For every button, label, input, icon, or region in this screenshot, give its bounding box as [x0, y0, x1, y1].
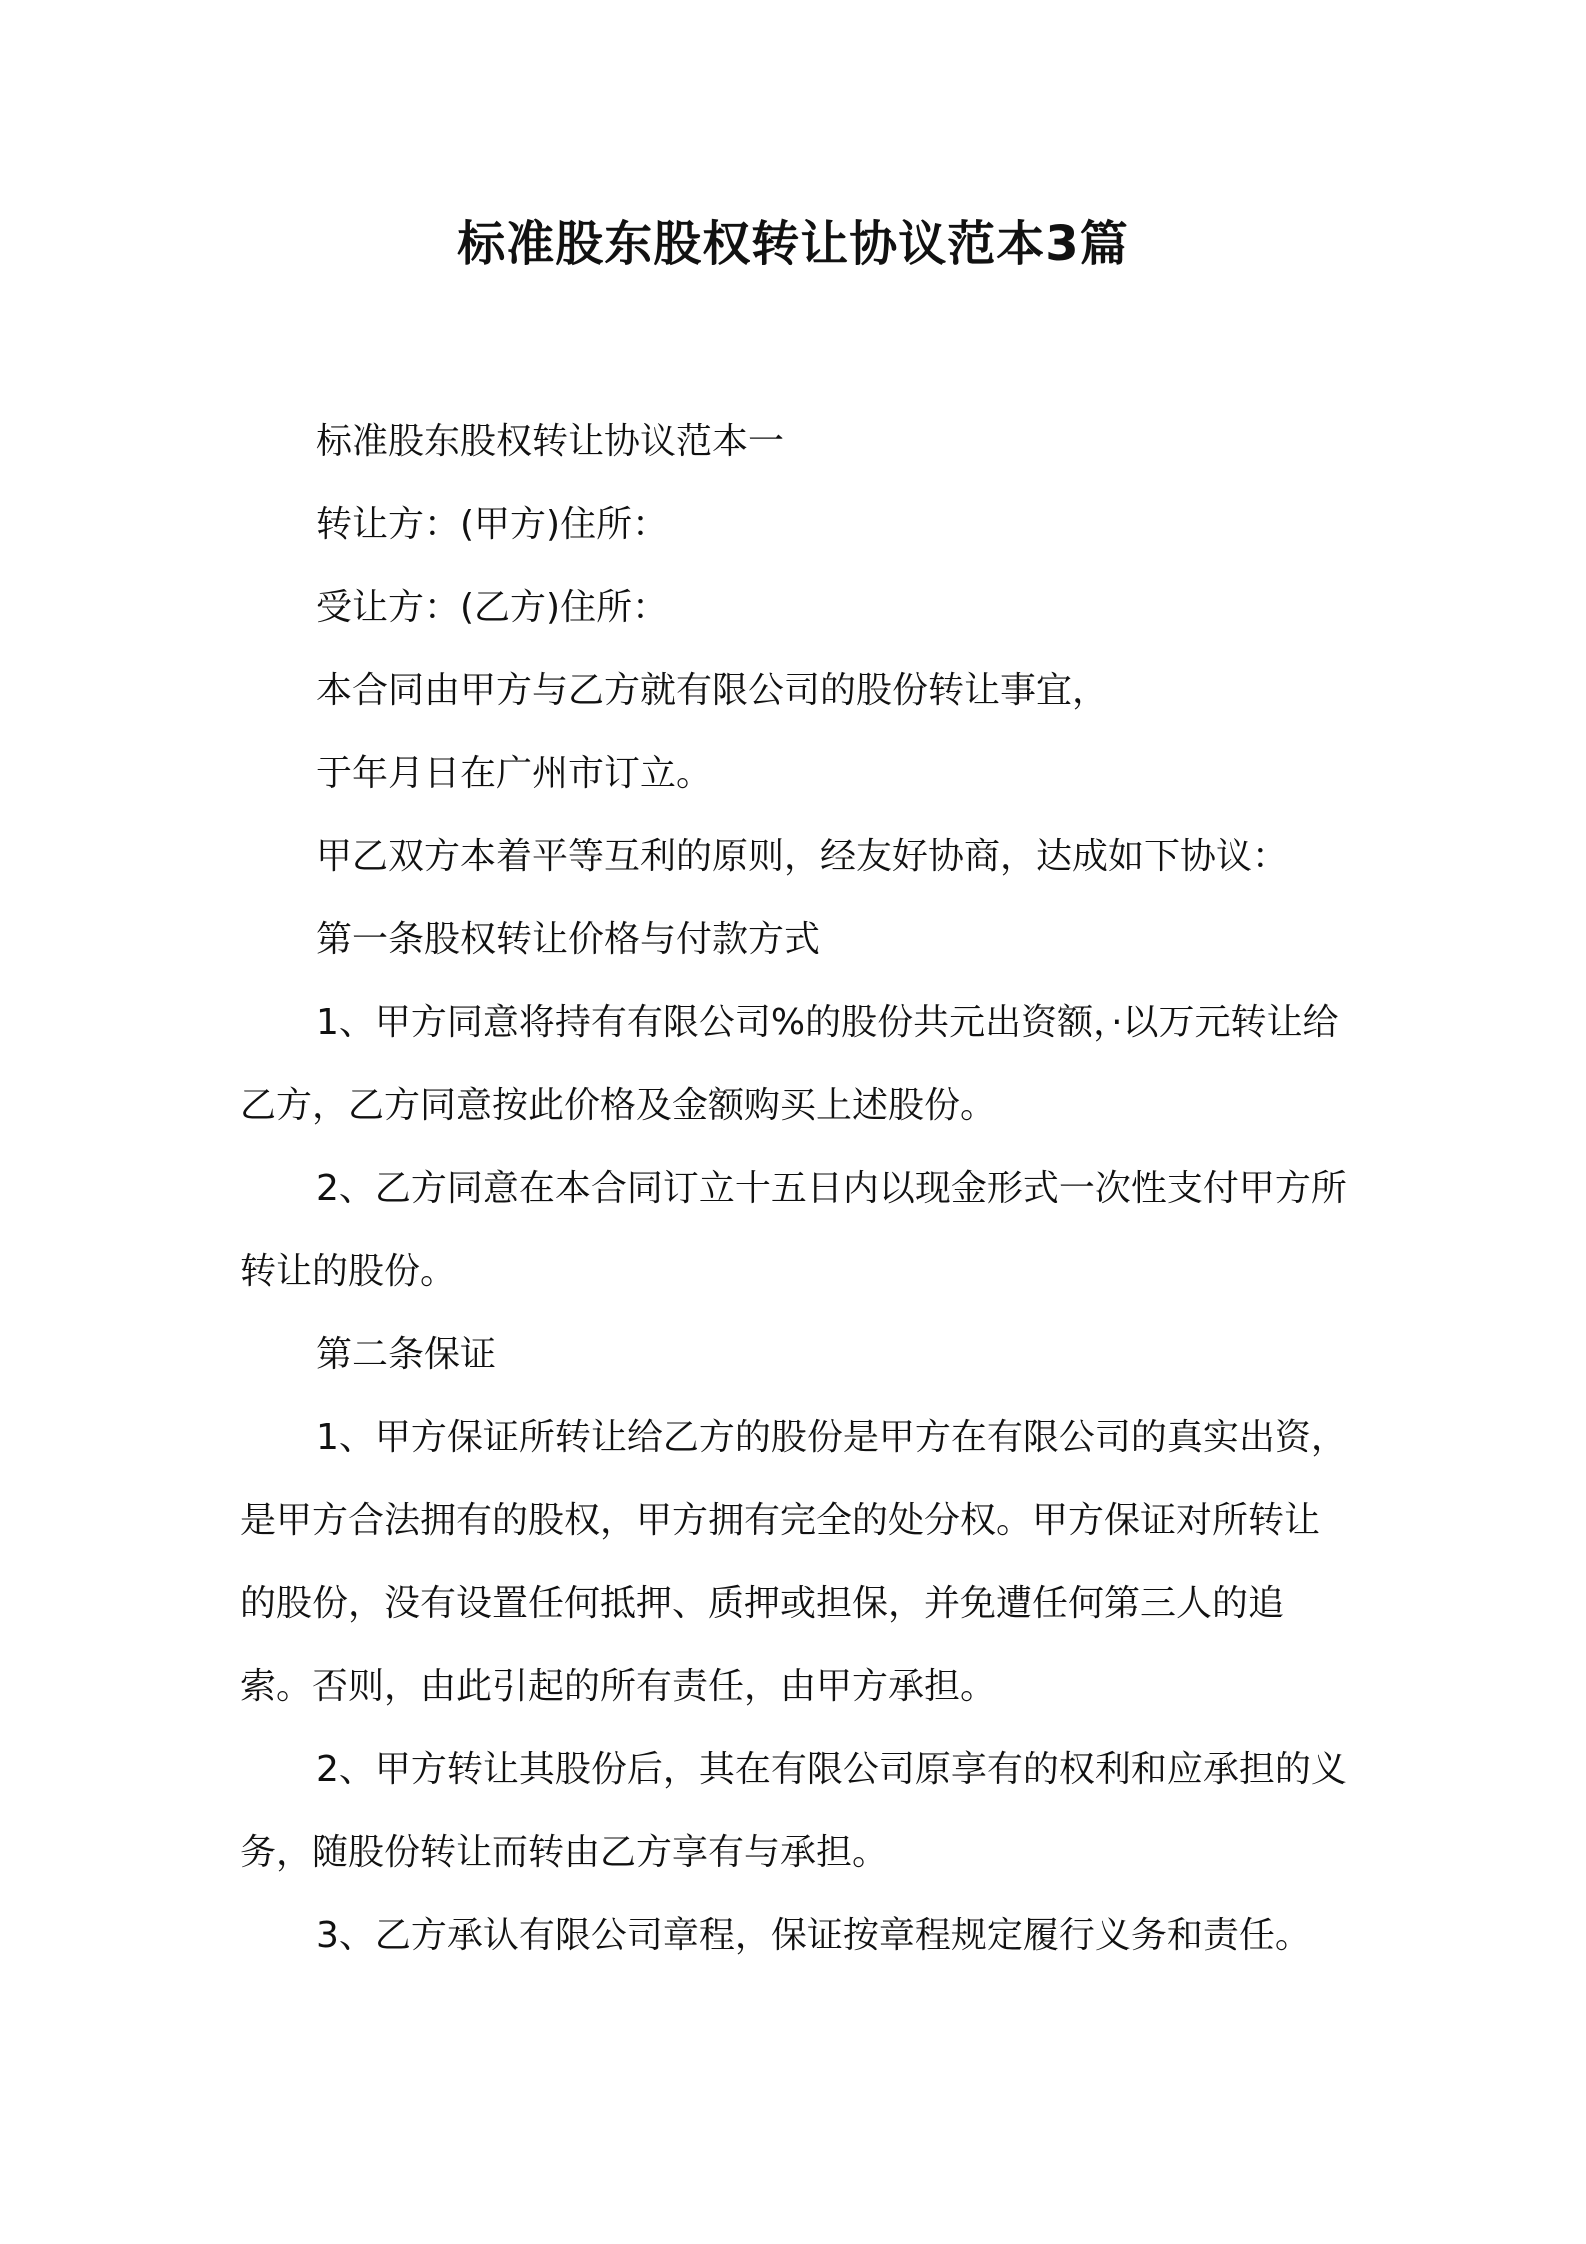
paragraph-article-one-item-1: 1、甲方同意将持有有限公司%的股份共元出资额，·以万元转让给乙方，乙方同意按此价格及金额购买上述股份。 [240, 1002, 1339, 1126]
paragraph-article-two-item-2: 2、甲方转让其股份后，其在有限公司原享有的权利和应承担的义务，随股份转让而转由乙方享有与承担。 [240, 1749, 1347, 1873]
paragraph-contract-intro: 本合同由甲方与乙方就有限公司的股份转让事宜， [316, 670, 1109, 711]
paragraph-article-two-heading: 第二条保证 [316, 1334, 497, 1375]
paragraph-subtitle: 标准股东股权转让协议范本一 [316, 421, 785, 462]
paragraph-date-place: 于年月日在广州市订立。 [316, 753, 713, 794]
paragraph-article-one-heading: 第一条股权转让价格与付款方式 [316, 919, 821, 960]
document-title: 标准股东股权转让协议范本3篇 [457, 216, 1129, 272]
paragraph-article-one-item-2: 2、乙方同意在本合同订立十五日内以现金形式一次性支付甲方所转让的股份。 [240, 1168, 1347, 1292]
paragraph-agreement-principle: 甲乙双方本着平等互利的原则，经友好协商，达成如下协议： [316, 836, 1289, 877]
paragraph-article-two-item-3: 3、乙方承认有限公司章程，保证按章程规定履行义务和责任。 [316, 1915, 1311, 1956]
paragraph-transferor: 转让方：(甲方)住所： [316, 504, 669, 545]
document-body [240, 400, 1350, 1977]
paragraph-transferee: 受让方：(乙方)住所： [316, 587, 669, 628]
paragraph-article-two-item-1: 1、甲方保证所转让给乙方的股份是甲方在有限公司的真实出资，是甲方合法拥有的股权，甲方拥有完全的处分权。甲方保证对所转让的股份，没有设置任何抵押、质押或担保，并免遭任何第三人的追索。否则，由此引起的所有责任，由甲方承担。 [240, 1417, 1347, 1707]
